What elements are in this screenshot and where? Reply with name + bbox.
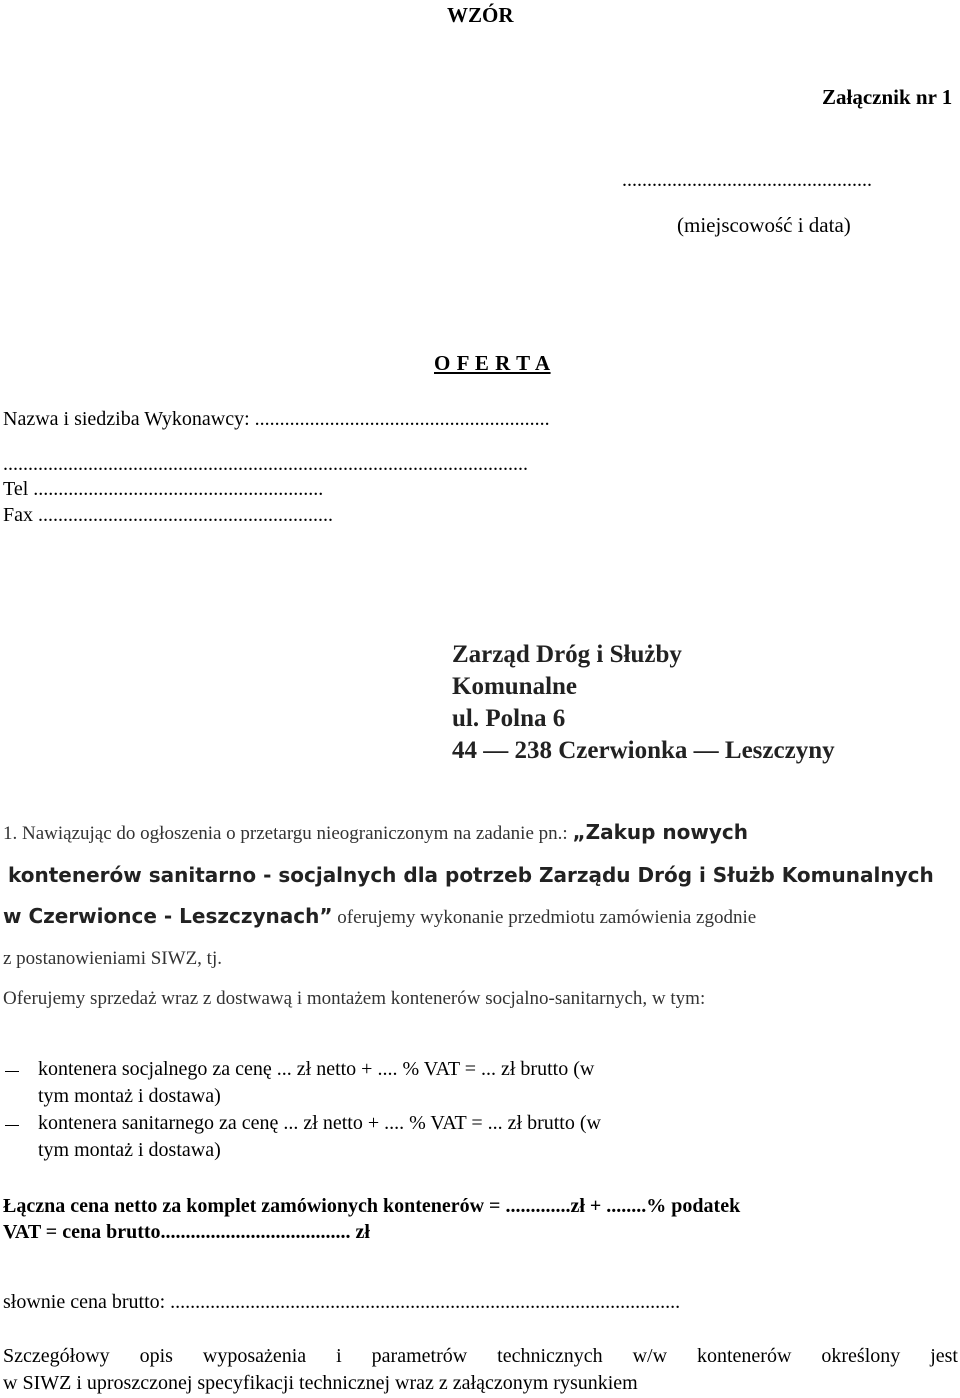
place-date-caption: (miejscowość i data) <box>677 213 851 237</box>
order-subject-c: w Czerwionce - Leszczynach” <box>3 904 333 928</box>
list-bullet-dash <box>5 1125 19 1126</box>
section-1-line-3 <box>3 905 756 929</box>
annex-label: Załącznik nr 1 <box>822 85 953 109</box>
item-social-container-line-1: kontenera socjalnego za cenę ... zł netto + .... % VAT = ... zł brutto (w <box>38 1058 595 1080</box>
order-subject-b: kontenerów sanitarno - socjalnych dla potrzeb Zarządu Dróg i Służb Komunalnych <box>8 863 934 887</box>
recipient-line-2: Komunalne <box>452 673 578 700</box>
item-social-container-line-2: tym montaż i dostawa) <box>38 1085 221 1107</box>
description-line-2: w SIWZ i uproszczonej specyfikacji technicznej wraz z załączonym rysunkiem <box>3 1372 638 1394</box>
offer-title: O F E R T A <box>434 351 551 375</box>
document-title: WZÓR <box>447 3 514 27</box>
contractor-fax-line: Fax ........................................................... <box>3 504 333 526</box>
recipient-line-4: 44 — 238 Czerwionka — Leszczyny <box>452 737 835 764</box>
section-1-line-4: z postanowieniami SIWZ, tj. <box>3 948 222 969</box>
total-price-line-1: Łączna cena netto za komplet zamówionych kontenerów = .............zł + ........% podatek <box>3 1195 741 1217</box>
list-bullet-dash <box>5 1071 19 1072</box>
price-in-words-line: słownie cena brutto: ...................................................................................................... <box>3 1291 681 1313</box>
section-1-continuation: oferujemy wykonanie przedmiotu zamówienia zgodnie <box>332 907 757 928</box>
item-sanitary-container-line-2: tym montaż i dostawa) <box>38 1139 221 1161</box>
contractor-continuation-dots: ......................................................................................................... <box>3 453 528 475</box>
description-line-1: Szczegółowy opis wyposażenia i parametrów technicznych w/w kontenerów określony jest <box>3 1345 958 1367</box>
section-1-intro: 1. Nawiązując do ogłoszenia o przetargu nieograniczonym na zadanie pn.: <box>3 823 573 844</box>
contractor-name-line: Nazwa i siedziba Wykonawcy: ........................................................... <box>3 408 550 430</box>
recipient-line-3: ul. Polna 6 <box>452 705 566 732</box>
offer-scope-line: Oferujemy sprzedaż wraz z dostwawą i montażem kontenerów socjalno-sanitarnych, w tym: <box>3 988 706 1009</box>
contractor-tel-line: Tel .......................................................... <box>3 478 324 500</box>
total-price-line-2: VAT = cena brutto...................................... zł <box>3 1221 370 1243</box>
item-sanitary-container-line-1: kontenera sanitarnego za cenę ... zł netto + .... % VAT = ... zł brutto (w <box>38 1112 601 1134</box>
order-subject-a: „Zakup nowych <box>572 820 748 844</box>
section-1-line-1 <box>3 821 748 845</box>
recipient-line-1: Zarząd Dróg i Służby <box>452 641 682 668</box>
place-date-dots: .................................................. <box>622 169 872 191</box>
